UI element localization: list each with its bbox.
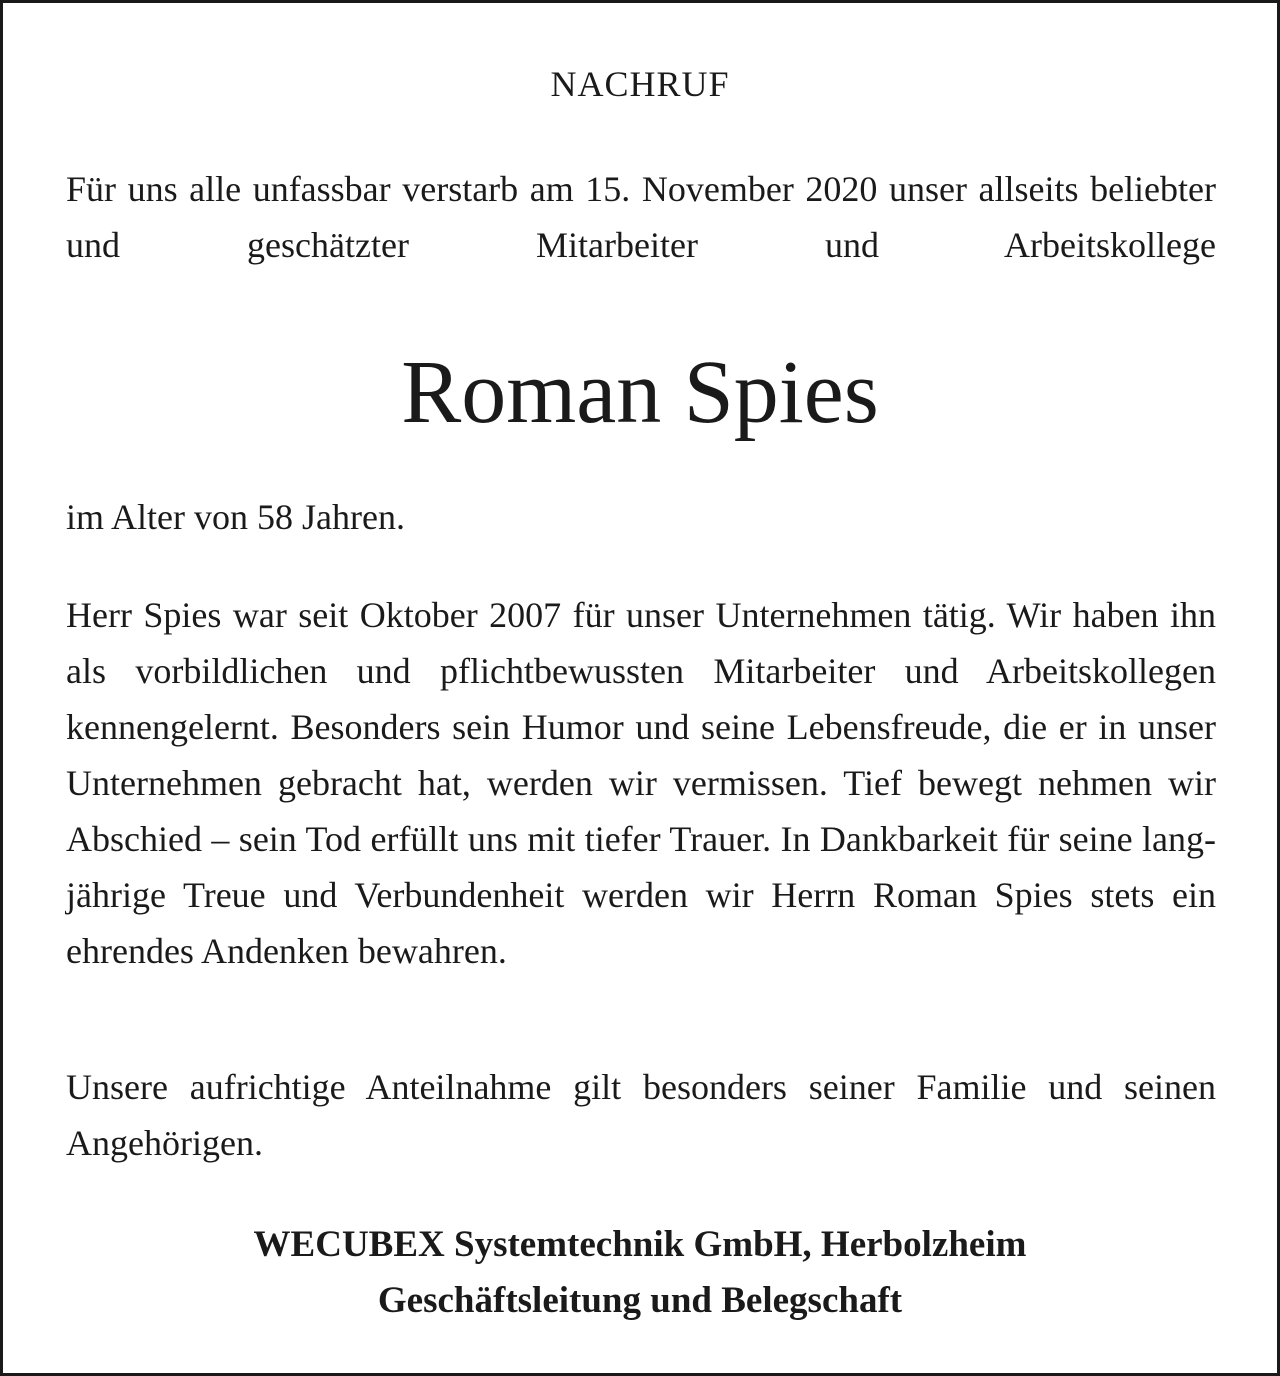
age-line: im Alter von 58 Jahren.: [66, 497, 405, 537]
deceased-name: Roman Spies: [401, 343, 879, 442]
tribute-paragraph: Herr Spies war seit Oktober 2007 für unser Unternehmen tätig. Wir haben ihn als vorbildlichen und pflichtbewussten Mitarbeiter und Arbeitskollegen kennengelernt. Besonders sein Humor und seine Lebensfreude, die er in unser Unternehmen gebracht hat, werden wir vermissen. Tief bewegt nehmen wir Abschied – sein Tod erfüllt uns mit tiefer Trauer. In Dankbarkeit für seine langjährige Treue und Verbundenheit werden wir Herrn Roman Spies stets ein ehrendes Andenken bewahren.: [66, 595, 1216, 971]
notice-heading: NACHRUF: [550, 64, 730, 104]
signature-company: WECUBEX Systemtechnik GmbH, Herbolzheim: [253, 1224, 1027, 1265]
signature-group: Geschäftsleitung und Belegschaft: [377, 1280, 903, 1321]
intro-paragraph: Für uns alle unfassbar verstarb am 15. November 2020 unser allseits beliebter und geschätzter Mitarbeiter und Arbeitskollege: [66, 169, 1216, 265]
signature-block: [3, 1217, 1277, 1329]
condolence-paragraph: Unsere aufrichtige Anteilnahme gilt besonders seiner Familie und seinen Angehörigen.: [66, 1067, 1216, 1163]
